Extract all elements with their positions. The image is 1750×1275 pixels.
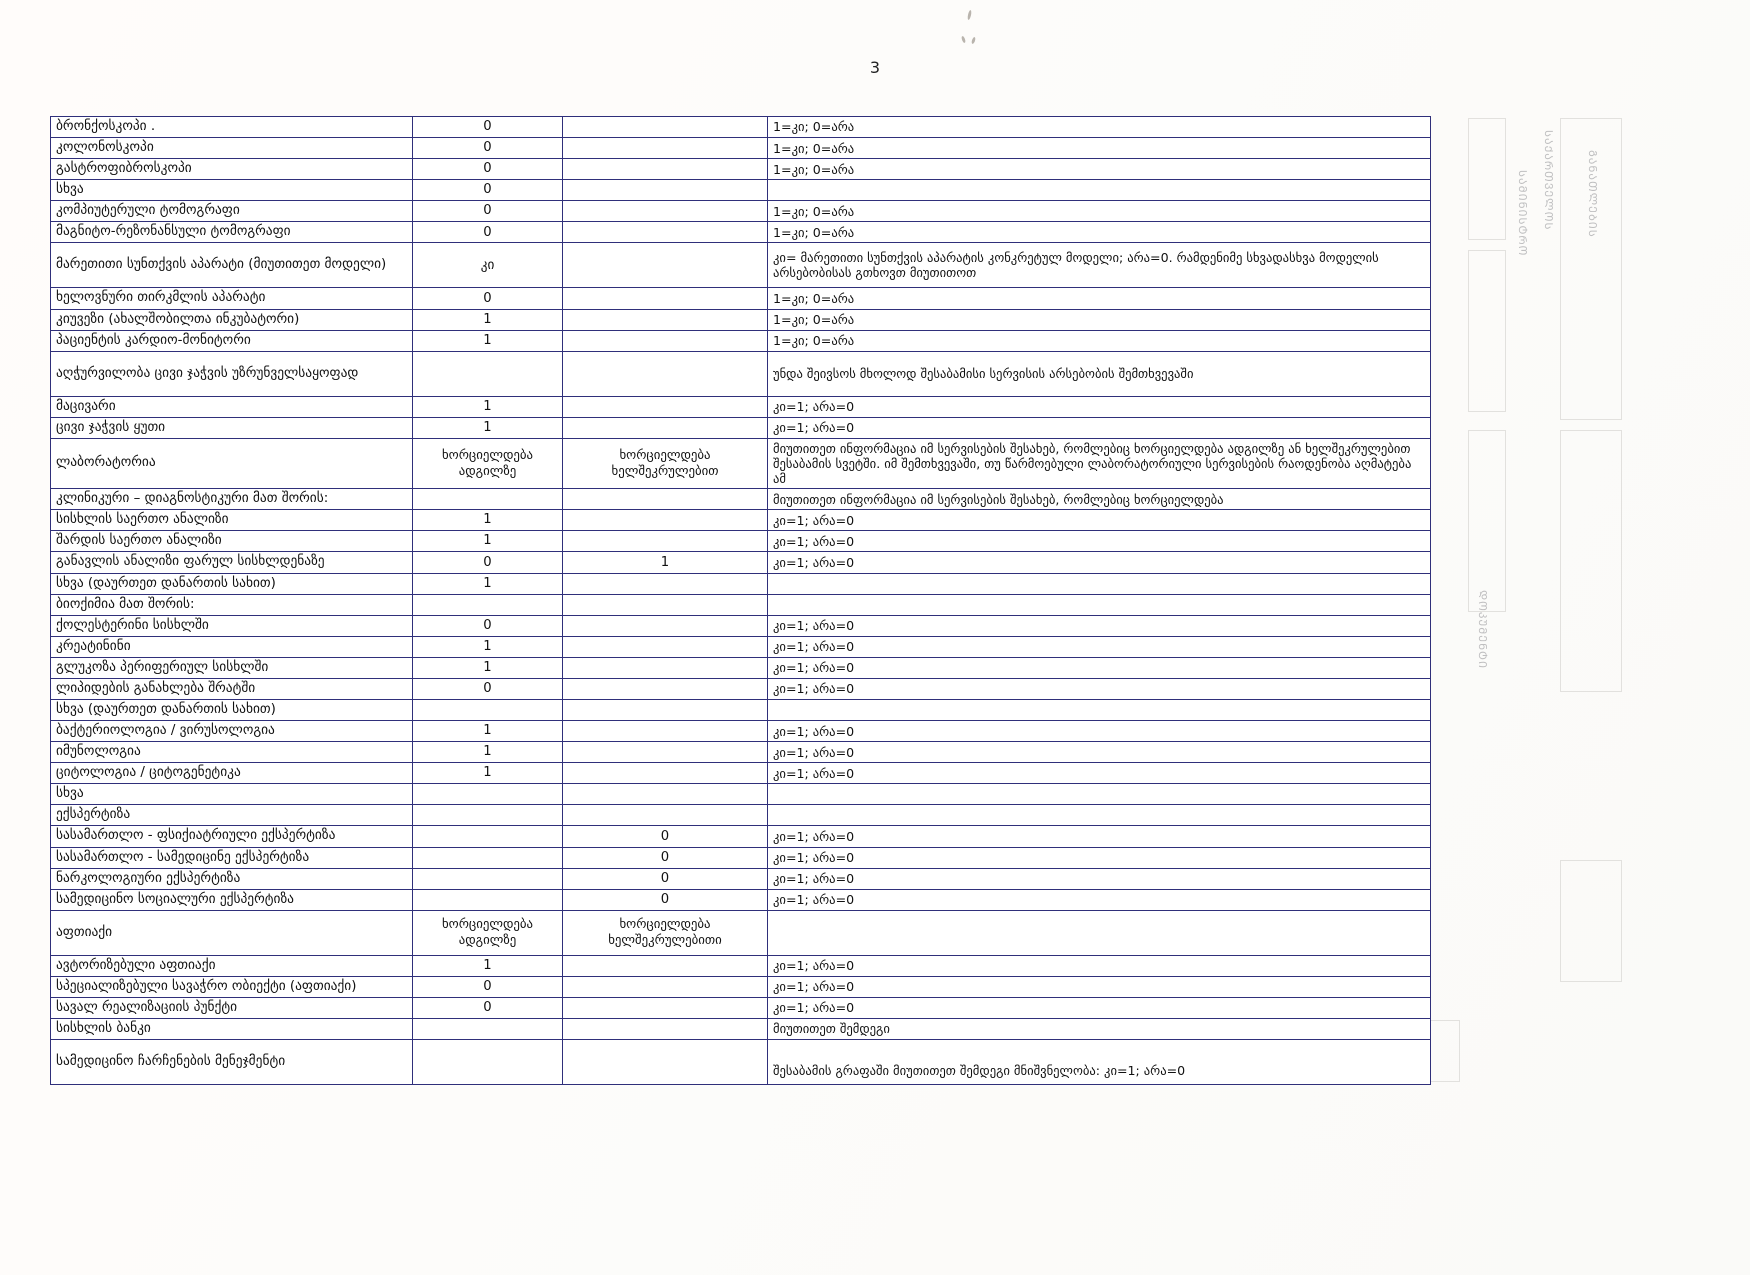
row-label: სხვა bbox=[51, 784, 413, 805]
value-onsite: 1 bbox=[413, 657, 563, 678]
margin-ghost-box bbox=[1560, 860, 1622, 982]
value-onsite bbox=[413, 594, 563, 615]
value-contract bbox=[563, 636, 768, 657]
row-label: ლიპიდების განახლება შრატში bbox=[51, 678, 413, 699]
value-contract: 1 bbox=[563, 552, 768, 573]
table-row bbox=[51, 531, 1431, 552]
table-row bbox=[51, 784, 1431, 805]
row-label: ქოლესტერინი სისხლში bbox=[51, 615, 413, 636]
row-label: სპეციალიზებული სავაჭრო ობიექტი (აფთიაქი) bbox=[51, 976, 413, 997]
table-body bbox=[51, 117, 1431, 1085]
row-label: კოლონოსკოპი bbox=[51, 138, 413, 159]
row-note: კი=1; არა=0 bbox=[768, 552, 1431, 573]
row-note: კი=1; არა=0 bbox=[768, 955, 1431, 976]
table-row bbox=[51, 489, 1431, 510]
row-label: მარეთითი სუნთქვის აპარატი (მიუთითეთ მოდელი) bbox=[51, 243, 413, 288]
value-onsite: 1 bbox=[413, 763, 563, 784]
table-row bbox=[51, 222, 1431, 243]
table-row bbox=[51, 910, 1431, 955]
row-note bbox=[768, 699, 1431, 720]
row-note: კი=1; არა=0 bbox=[768, 510, 1431, 531]
table-row bbox=[51, 594, 1431, 615]
value-onsite: 1 bbox=[413, 396, 563, 417]
value-contract bbox=[563, 699, 768, 720]
value-onsite: 0 bbox=[413, 615, 563, 636]
row-label: კლინიკური – დიაგნოსტიკური მათ შორის: bbox=[51, 489, 413, 510]
row-note: მიუთითეთ შემდეგი bbox=[768, 1018, 1431, 1039]
table-row bbox=[51, 396, 1431, 417]
row-label: ცივი ჯაჭვის ყუთი bbox=[51, 417, 413, 438]
row-note: 1=კი; 0=არა bbox=[768, 159, 1431, 180]
value-contract bbox=[563, 1040, 768, 1085]
row-label: სასამართლო - ფსიქიატრიული ექსპერტიზა bbox=[51, 826, 413, 847]
value-contract: 0 bbox=[563, 868, 768, 889]
row-label: ციტოლოგია / ციტოგენეტიკა bbox=[51, 763, 413, 784]
row-note: 1=კი; 0=არა bbox=[768, 288, 1431, 309]
row-note: 1=კი; 0=არა bbox=[768, 201, 1431, 222]
value-contract bbox=[563, 573, 768, 594]
row-label: ნარკოლოგიური ექსპერტიზა bbox=[51, 868, 413, 889]
value-contract bbox=[563, 615, 768, 636]
row-note: კი=1; არა=0 bbox=[768, 678, 1431, 699]
row-label: გასტროფიბროსკოპი bbox=[51, 159, 413, 180]
row-note bbox=[768, 180, 1431, 201]
value-contract bbox=[563, 763, 768, 784]
value-onsite: 0 bbox=[413, 159, 563, 180]
value-contract bbox=[563, 742, 768, 763]
margin-ghost-box bbox=[1468, 430, 1506, 612]
row-note: შესაბამის გრაფაში მიუთითეთ შემდეგი მნიშვნელობა: კი=1; არა=0 bbox=[768, 1040, 1431, 1085]
column-header-contract: ხორციელდება ხელშეკრულებითი bbox=[563, 910, 768, 955]
value-contract bbox=[563, 180, 768, 201]
row-label: ბრონქოსკოპი . bbox=[51, 117, 413, 138]
value-contract bbox=[563, 201, 768, 222]
row-label: კიუვეზი (ახალშობილთა ინკუბატორი) bbox=[51, 309, 413, 330]
value-contract bbox=[563, 657, 768, 678]
value-contract bbox=[563, 330, 768, 351]
value-contract bbox=[563, 351, 768, 396]
value-contract bbox=[563, 976, 768, 997]
row-note bbox=[768, 594, 1431, 615]
table-row bbox=[51, 889, 1431, 910]
row-note: კი=1; არა=0 bbox=[768, 636, 1431, 657]
facility-equipment-table bbox=[50, 116, 1430, 1085]
table-row bbox=[51, 243, 1431, 288]
row-note: კი=1; არა=0 bbox=[768, 997, 1431, 1018]
table-row bbox=[51, 330, 1431, 351]
row-label: პაციენტის კარდიო-მონიტორი bbox=[51, 330, 413, 351]
value-onsite bbox=[413, 489, 563, 510]
row-label: კრეატინინი bbox=[51, 636, 413, 657]
value-contract bbox=[563, 117, 768, 138]
value-contract: 0 bbox=[563, 826, 768, 847]
margin-ghost-text: ᲡᲐᲛᲘᲜᲘᲡᲢᲠᲝ bbox=[1516, 170, 1529, 257]
row-label: ავტორიზებული აფთიაქი bbox=[51, 955, 413, 976]
table-row bbox=[51, 159, 1431, 180]
row-label: შარდის საერთო ანალიზი bbox=[51, 531, 413, 552]
row-note bbox=[768, 573, 1431, 594]
table-row bbox=[51, 1040, 1431, 1085]
table-row bbox=[51, 201, 1431, 222]
value-onsite bbox=[413, 868, 563, 889]
value-contract bbox=[563, 243, 768, 288]
value-onsite: 1 bbox=[413, 309, 563, 330]
margin-ghost-text: ᲡᲐᲥᲐᲠᲗᲕᲔᲚᲝᲡ bbox=[1542, 130, 1555, 231]
value-onsite bbox=[413, 1018, 563, 1039]
value-onsite bbox=[413, 889, 563, 910]
row-note: 1=კი; 0=არა bbox=[768, 138, 1431, 159]
value-onsite bbox=[413, 784, 563, 805]
value-contract bbox=[563, 997, 768, 1018]
margin-ghost-text: ᲓᲝᲙᲣᲛᲔᲜᲢᲘ bbox=[1476, 590, 1489, 669]
table-row bbox=[51, 636, 1431, 657]
row-note: კი=1; არა=0 bbox=[768, 826, 1431, 847]
row-note: კი=1; არა=0 bbox=[768, 889, 1431, 910]
row-note: კი=1; არა=0 bbox=[768, 742, 1431, 763]
row-note: კი=1; არა=0 bbox=[768, 615, 1431, 636]
row-label: სხვა bbox=[51, 180, 413, 201]
table-row bbox=[51, 615, 1431, 636]
table-row bbox=[51, 417, 1431, 438]
value-onsite bbox=[413, 351, 563, 396]
row-label: კომპიუტერული ტომოგრაფი bbox=[51, 201, 413, 222]
row-note: 1=კი; 0=არა bbox=[768, 117, 1431, 138]
row-label: სისხლის ბანკი bbox=[51, 1018, 413, 1039]
table-row bbox=[51, 438, 1431, 488]
value-onsite bbox=[413, 847, 563, 868]
value-contract bbox=[563, 805, 768, 826]
value-contract bbox=[563, 510, 768, 531]
row-label: ლაბორატორია bbox=[51, 438, 413, 488]
equipment-services-table bbox=[50, 116, 1431, 1085]
row-note: კი= მარეთითი სუნთქვის აპარატის კონკრეტულ მოდელი; არა=0. რამდენიმე სხვადასხვა მოდელის არსებობისას გთხოვთ მიუთითოთ bbox=[768, 243, 1431, 288]
value-contract bbox=[563, 489, 768, 510]
row-label: სამედიცინო ჩარჩენების მენეჯმენტი bbox=[51, 1040, 413, 1085]
value-onsite: 1 bbox=[413, 721, 563, 742]
value-onsite: 1 bbox=[413, 636, 563, 657]
table-row bbox=[51, 678, 1431, 699]
row-note: მიუთითეთ ინფორმაცია იმ სერვისების შესახებ, რომლებიც ხორციელდება bbox=[768, 489, 1431, 510]
row-label: სისხლის საერთო ანალიზი bbox=[51, 510, 413, 531]
table-row bbox=[51, 721, 1431, 742]
table-row bbox=[51, 138, 1431, 159]
value-contract bbox=[563, 678, 768, 699]
row-label: სამედიცინო სოციალური ექსპერტიზა bbox=[51, 889, 413, 910]
row-note: კი=1; არა=0 bbox=[768, 417, 1431, 438]
row-label: სხვა (დაურთეთ დანართის სახით) bbox=[51, 699, 413, 720]
value-contract bbox=[563, 288, 768, 309]
column-header-onsite: ხორციელდება ადგილზე bbox=[413, 910, 563, 955]
table-row bbox=[51, 826, 1431, 847]
value-onsite: 1 bbox=[413, 955, 563, 976]
row-note: 1=კი; 0=არა bbox=[768, 330, 1431, 351]
table-row bbox=[51, 976, 1431, 997]
table-row bbox=[51, 288, 1431, 309]
column-header-contract: ხორციელდება ხელშეკრულებით bbox=[563, 438, 768, 488]
row-label: სხვა (დაურთეთ დანართის სახით) bbox=[51, 573, 413, 594]
value-onsite: 0 bbox=[413, 678, 563, 699]
table-row bbox=[51, 552, 1431, 573]
table-row bbox=[51, 868, 1431, 889]
margin-ghost-text: ᲒᲐᲜᲐᲗᲚᲔᲑᲘᲡ bbox=[1586, 150, 1599, 238]
row-note: კი=1; არა=0 bbox=[768, 721, 1431, 742]
value-onsite bbox=[413, 1040, 563, 1085]
row-note: კი=1; არა=0 bbox=[768, 868, 1431, 889]
row-note: კი=1; არა=0 bbox=[768, 847, 1431, 868]
row-label: ბაქტერიოლოგია / ვირუსოლოგია bbox=[51, 721, 413, 742]
table-row bbox=[51, 309, 1431, 330]
row-label: გლუკოზა პერიფერიულ სისხლში bbox=[51, 657, 413, 678]
value-contract bbox=[563, 594, 768, 615]
value-onsite: კი bbox=[413, 243, 563, 288]
value-onsite: 0 bbox=[413, 138, 563, 159]
table-row bbox=[51, 699, 1431, 720]
row-note: კი=1; არა=0 bbox=[768, 763, 1431, 784]
value-onsite: 0 bbox=[413, 117, 563, 138]
value-onsite: 1 bbox=[413, 417, 563, 438]
value-contract bbox=[563, 955, 768, 976]
value-contract bbox=[563, 138, 768, 159]
table-row bbox=[51, 180, 1431, 201]
row-label: მაცივარი bbox=[51, 396, 413, 417]
value-onsite: 1 bbox=[413, 510, 563, 531]
margin-ghost-box bbox=[1468, 118, 1506, 240]
value-onsite: 0 bbox=[413, 180, 563, 201]
margin-ghost-box bbox=[1468, 250, 1506, 412]
column-header-onsite: ხორციელდება ადგილზე bbox=[413, 438, 563, 488]
value-onsite: 1 bbox=[413, 573, 563, 594]
table-row bbox=[51, 997, 1431, 1018]
row-label: აფთიაქი bbox=[51, 910, 413, 955]
value-onsite: 0 bbox=[413, 552, 563, 573]
page-number: 3 bbox=[869, 58, 881, 77]
value-contract bbox=[563, 417, 768, 438]
row-label: ხელოვნური თირკმლის აპარატი bbox=[51, 288, 413, 309]
value-onsite: 0 bbox=[413, 976, 563, 997]
value-onsite: 0 bbox=[413, 222, 563, 243]
value-contract bbox=[563, 222, 768, 243]
row-label: იმუნოლოგია bbox=[51, 742, 413, 763]
table-row bbox=[51, 742, 1431, 763]
value-onsite: 0 bbox=[413, 997, 563, 1018]
row-label: სასამართლო - სამედიცინე ექსპერტიზა bbox=[51, 847, 413, 868]
value-contract bbox=[563, 784, 768, 805]
row-note bbox=[768, 910, 1431, 955]
value-onsite: 1 bbox=[413, 531, 563, 552]
row-label: აღჭურვილობა ცივი ჯაჭვის უზრუნველსაყოფად bbox=[51, 351, 413, 396]
row-note: უნდა შეივსოს მხოლოდ შესაბამისი სერვისის არსებობის შემთხვევაში bbox=[768, 351, 1431, 396]
row-note: კი=1; არა=0 bbox=[768, 976, 1431, 997]
table-row bbox=[51, 847, 1431, 868]
value-contract bbox=[563, 531, 768, 552]
row-label: მაგნიტო-რეზონანსული ტომოგრაფი bbox=[51, 222, 413, 243]
value-contract bbox=[563, 721, 768, 742]
row-label: ბიოქიმია მათ შორის: bbox=[51, 594, 413, 615]
margin-ghost-box bbox=[1560, 430, 1622, 692]
row-note: კი=1; არა=0 bbox=[768, 396, 1431, 417]
value-contract bbox=[563, 396, 768, 417]
value-onsite bbox=[413, 699, 563, 720]
table-row bbox=[51, 117, 1431, 138]
value-onsite: 0 bbox=[413, 288, 563, 309]
row-note: კი=1; არა=0 bbox=[768, 657, 1431, 678]
value-onsite: 0 bbox=[413, 201, 563, 222]
value-onsite bbox=[413, 826, 563, 847]
row-label: ექსპერტიზა bbox=[51, 805, 413, 826]
value-contract: 0 bbox=[563, 847, 768, 868]
value-onsite: 1 bbox=[413, 742, 563, 763]
row-note: 1=კი; 0=არა bbox=[768, 309, 1431, 330]
table-row bbox=[51, 1018, 1431, 1039]
value-onsite: 1 bbox=[413, 330, 563, 351]
value-onsite bbox=[413, 805, 563, 826]
value-contract bbox=[563, 159, 768, 180]
value-contract bbox=[563, 309, 768, 330]
table-row bbox=[51, 657, 1431, 678]
table-row bbox=[51, 805, 1431, 826]
row-label: სავალ რეალიზაციის პუნქტი bbox=[51, 997, 413, 1018]
value-contract bbox=[563, 1018, 768, 1039]
table-row bbox=[51, 573, 1431, 594]
value-contract: 0 bbox=[563, 889, 768, 910]
table-row bbox=[51, 510, 1431, 531]
row-note bbox=[768, 805, 1431, 826]
table-row bbox=[51, 955, 1431, 976]
row-note: 1=კი; 0=არა bbox=[768, 222, 1431, 243]
row-note bbox=[768, 784, 1431, 805]
row-note: მიუთითეთ ინფორმაცია იმ სერვისების შესახებ, რომლებიც ხორციელდება ადგილზე ან ხელშეკრულებით შესაბამის სვეტში. იმ შემთხვევაში, თუ წარმოებული ლაბორატორიული სერვისების რაოდენობა აღმატება ამ bbox=[768, 438, 1431, 488]
table-row bbox=[51, 351, 1431, 396]
row-label: განავლის ანალიზი ფარულ სისხლდენაზე bbox=[51, 552, 413, 573]
row-note: კი=1; არა=0 bbox=[768, 531, 1431, 552]
table-row bbox=[51, 763, 1431, 784]
